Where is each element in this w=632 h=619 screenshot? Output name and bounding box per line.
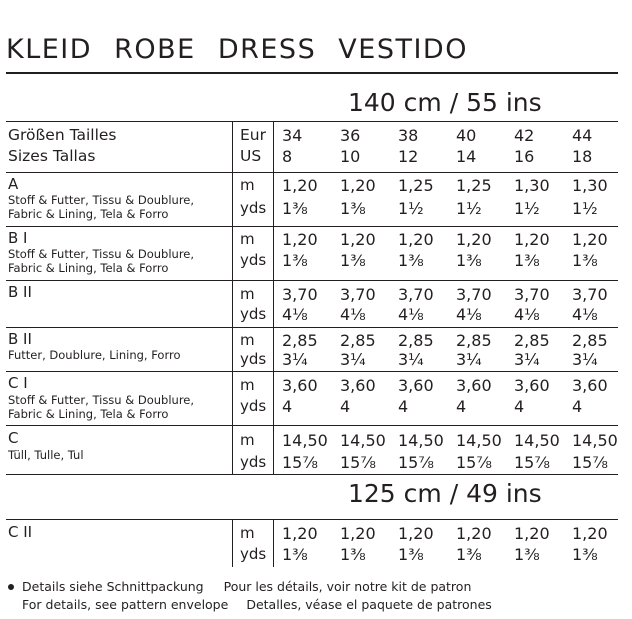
us-size: 10: [340, 147, 361, 166]
table-row-c1: [0, 372, 632, 424]
table-row-c2: [0, 520, 632, 567]
row-name: A: [8, 175, 19, 193]
meters-cell: 1,20: [572, 230, 608, 249]
meters-cell: 1,20: [282, 524, 318, 543]
us-size: 12: [398, 147, 419, 166]
eur-label: Eur: [240, 126, 266, 144]
meters-cell: 3,70: [514, 285, 550, 304]
yards-cell: 4⅛: [456, 305, 482, 324]
eur-size: 38: [398, 126, 419, 145]
yards-cell: 4⅛: [340, 305, 366, 324]
yards-cell: 4: [514, 397, 525, 416]
us-label: US: [240, 147, 262, 165]
yards-cell: 15⅞: [398, 453, 434, 472]
yards-cell: 4: [456, 397, 467, 416]
us-size: 14: [456, 147, 477, 166]
row-desc: Stoff & Futter, Tissu & Doublure,: [8, 193, 195, 207]
table-row-b2: [0, 281, 632, 327]
row-desc: Tüll, Tulle, Tul: [8, 448, 84, 462]
meters-cell: 1,20: [340, 524, 376, 543]
us-size: 16: [514, 147, 535, 166]
meters-cell: 3,60: [572, 376, 608, 395]
meters-cell: 2,85: [572, 331, 608, 350]
unit-m: m: [240, 176, 255, 194]
row-desc: Stoff & Futter, Tissu & Doublure,: [8, 247, 195, 261]
table-row-b2-lining: [0, 328, 632, 370]
meters-cell: 1,20: [572, 524, 608, 543]
yards-cell: 1⅜: [340, 251, 366, 270]
yards-cell: 4⅛: [282, 305, 308, 324]
yards-cell: 1⅜: [572, 545, 598, 564]
yards-cell: 4: [398, 397, 409, 416]
yards-cell: 3¼: [572, 350, 598, 369]
yards-cell: 1⅜: [398, 545, 424, 564]
row-name: B II: [8, 330, 32, 348]
yards-cell: 1⅜: [456, 545, 482, 564]
yards-cell: 1⅜: [282, 545, 308, 564]
meters-cell: 3,70: [456, 285, 492, 304]
fabric-width-140-heading: 140 cm / 55 ins: [348, 88, 542, 117]
footer-note-en: For details, see pattern envelope: [22, 597, 229, 612]
meters-cell: 3,70: [340, 285, 376, 304]
footer-note-fr: Pour les détails, voir notre kit de patron: [223, 579, 472, 594]
footer-line-2: [22, 597, 492, 612]
meters-cell: 3,70: [282, 285, 318, 304]
yards-cell: 3¼: [514, 350, 540, 369]
yards-cell: 1⅜: [514, 251, 540, 270]
meters-cell: 1,20: [282, 176, 318, 195]
row-name: C I: [8, 374, 28, 392]
unit-yds: yds: [240, 199, 267, 217]
unit-m: m: [240, 431, 255, 449]
meters-cell: 1,30: [572, 176, 608, 195]
meters-cell: 2,85: [456, 331, 492, 350]
unit-m: m: [240, 331, 255, 349]
meters-cell: 14,50: [282, 431, 328, 450]
row-desc: Fabric & Lining, Tela & Forro: [8, 407, 169, 421]
eur-size: 34: [282, 126, 303, 145]
unit-m: m: [240, 230, 255, 248]
row-desc: Fabric & Lining, Tela & Forro: [8, 261, 169, 275]
unit-m: m: [240, 285, 255, 303]
meters-cell: 1,20: [456, 230, 492, 249]
footer-note-es: Detalles, véase el paquete de patrones: [246, 597, 492, 612]
yards-cell: 1½: [398, 199, 424, 218]
unit-m: m: [240, 524, 255, 542]
meters-cell: 1,30: [514, 176, 550, 195]
meters-cell: 2,85: [398, 331, 434, 350]
meters-cell: 3,70: [572, 285, 608, 304]
sizes-label-en-es: Sizes Tallas: [8, 147, 96, 165]
yards-cell: 1⅜: [340, 545, 366, 564]
yards-cell: 1½: [514, 199, 540, 218]
meters-cell: 14,50: [456, 431, 502, 450]
meters-cell: 14,50: [340, 431, 386, 450]
fabric-width-125-heading: 125 cm / 49 ins: [348, 479, 542, 508]
yards-cell: 3¼: [340, 350, 366, 369]
unit-yds: yds: [240, 545, 267, 563]
yards-cell: 15⅞: [572, 453, 608, 472]
meters-cell: 2,85: [282, 331, 318, 350]
row-desc: Fabric & Lining, Tela & Forro: [8, 207, 169, 221]
meters-cell: 1,20: [456, 524, 492, 543]
yards-cell: 1⅜: [282, 251, 308, 270]
row-name: C: [8, 429, 19, 447]
unit-yds: yds: [240, 305, 267, 323]
yards-cell: 4⅛: [514, 305, 540, 324]
page-title: KLEID ROBE DRESS VESTIDO: [6, 34, 468, 65]
meters-cell: 1,20: [398, 230, 434, 249]
meters-cell: 1,25: [398, 176, 434, 195]
eur-size: 42: [514, 126, 535, 145]
eur-size: 40: [456, 126, 477, 145]
yards-cell: 1⅜: [398, 251, 424, 270]
eur-size: 36: [340, 126, 361, 145]
yards-cell: 1⅜: [514, 545, 540, 564]
yards-cell: 4⅛: [572, 305, 598, 324]
eur-size: 44: [572, 126, 593, 145]
yards-cell: 1⅜: [282, 199, 308, 218]
footer-line-1: [8, 579, 471, 594]
meters-cell: 3,60: [514, 376, 550, 395]
yards-cell: 1½: [456, 199, 482, 218]
row-name: C II: [8, 523, 33, 541]
us-size: 18: [572, 147, 593, 166]
meters-cell: 3,60: [282, 376, 318, 395]
yards-cell: 4: [282, 397, 293, 416]
size-header: [0, 122, 632, 172]
yards-cell: 1⅜: [572, 251, 598, 270]
meters-cell: 1,20: [282, 230, 318, 249]
yards-cell: 15⅞: [282, 453, 318, 472]
unit-m: m: [240, 376, 255, 394]
meters-cell: 14,50: [398, 431, 444, 450]
meters-cell: 3,60: [398, 376, 434, 395]
unit-yds: yds: [240, 397, 267, 415]
footer-note-de: Details siehe Schnittpackung: [22, 579, 204, 594]
table-row-b1: [0, 227, 632, 279]
title-rule: [6, 72, 618, 74]
row-name: B II: [8, 283, 32, 301]
meters-cell: 1,20: [514, 524, 550, 543]
yards-cell: 15⅞: [456, 453, 492, 472]
meters-cell: 1,20: [514, 230, 550, 249]
yards-cell: 3¼: [456, 350, 482, 369]
yards-cell: 1⅜: [340, 199, 366, 218]
yards-cell: 4: [572, 397, 583, 416]
meters-cell: 1,20: [340, 230, 376, 249]
meters-cell: 1,20: [398, 524, 434, 543]
unit-yds: yds: [240, 350, 267, 368]
table-row-c: [0, 426, 632, 474]
meters-cell: 2,85: [514, 331, 550, 350]
yards-cell: 3¼: [282, 350, 308, 369]
sizes-label-de-fr: Größen Tailles: [8, 126, 117, 144]
yards-cell: 3¼: [398, 350, 424, 369]
yards-cell: 1⅜: [456, 251, 482, 270]
meters-cell: 1,25: [456, 176, 492, 195]
meters-cell: 3,60: [456, 376, 492, 395]
yards-cell: 4: [340, 397, 351, 416]
unit-yds: yds: [240, 453, 267, 471]
unit-yds: yds: [240, 251, 267, 269]
yards-cell: 1½: [572, 199, 598, 218]
us-size: 8: [282, 147, 293, 166]
yards-cell: 4⅛: [398, 305, 424, 324]
row-desc: Futter, Doublure, Lining, Forro: [8, 348, 181, 362]
yards-cell: 15⅞: [514, 453, 550, 472]
row-desc: Stoff & Futter, Tissu & Doublure,: [8, 393, 195, 407]
meters-cell: 3,70: [398, 285, 434, 304]
yards-cell: 15⅞: [340, 453, 376, 472]
row-rule: [6, 474, 618, 475]
meters-cell: 3,60: [340, 376, 376, 395]
meters-cell: 1,20: [340, 176, 376, 195]
table-row-a: [0, 173, 632, 225]
meters-cell: 14,50: [514, 431, 560, 450]
meters-cell: 14,50: [572, 431, 618, 450]
row-name: B I: [8, 229, 28, 247]
bullet-icon: [8, 584, 14, 590]
meters-cell: 2,85: [340, 331, 376, 350]
